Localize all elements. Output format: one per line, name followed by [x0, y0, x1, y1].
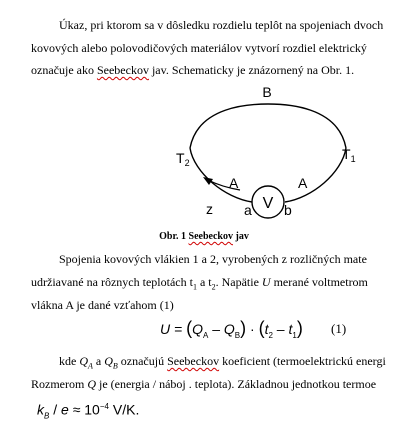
qa-symbol: Q — [79, 354, 88, 368]
eq-t2-sub: 2 — [268, 330, 273, 340]
subscript: 1 — [192, 282, 197, 292]
voltage-symbol: U — [261, 275, 271, 289]
eq-qb: Q — [223, 321, 235, 337]
caption-suffix: jav — [232, 231, 249, 242]
text: je (energia / náboj . teplota). Základnou jednotkou termoe — [96, 377, 377, 391]
label-b-node: b — [284, 202, 292, 218]
text: Rozmerom — [31, 377, 88, 391]
text: merané voltmetrom — [270, 275, 368, 289]
eq-t2: t — [264, 321, 269, 337]
eq-minus: – — [272, 321, 289, 337]
paragraph3-line1 — [59, 354, 386, 373]
subscript: B — [112, 361, 118, 371]
eq-number: (1) — [331, 321, 347, 336]
eq-minus: – — [208, 321, 224, 337]
text: koeficient (termoelektrickú energi — [219, 354, 386, 368]
wire-a-right — [285, 148, 346, 202]
figure-caption — [0, 231, 408, 243]
eq-lhs: U = — [160, 321, 187, 337]
paragraph1-line1 — [59, 18, 383, 32]
label-a-node: a — [244, 202, 252, 218]
text: a — [92, 354, 105, 368]
wire-b — [190, 104, 346, 148]
paragraph1-line2 — [31, 41, 367, 55]
text: označujú — [117, 354, 168, 368]
text: kde — [59, 354, 80, 368]
label-a-left: A — [229, 175, 239, 191]
caption-seebeck: Seebeckov — [188, 231, 233, 242]
label-b: B — [262, 84, 272, 100]
subscript: 2 — [211, 282, 216, 292]
subscript: B — [44, 411, 50, 421]
eq-qb-sub: B — [234, 330, 241, 340]
eq-t1: t — [288, 321, 293, 337]
caption-prefix: Obr. 1 — [159, 231, 189, 242]
text: udržiavané na rôznych teplotách t — [31, 275, 193, 289]
eq-dot: · — [246, 321, 259, 337]
text: ≈ 10 — [68, 401, 100, 418]
eq-paren: ) — [296, 318, 303, 338]
text: / — [49, 401, 62, 418]
equation-1 — [160, 320, 303, 344]
eq-t1-sub: 1 — [292, 330, 297, 340]
arrow-head — [203, 177, 213, 185]
equation-number — [331, 322, 346, 336]
eq-qa: Q — [192, 321, 203, 337]
paragraph3-line2 — [31, 377, 376, 391]
paragraph1-line3 — [31, 63, 354, 77]
q-symbol: Q — [87, 377, 96, 391]
voltmeter-label: V — [262, 195, 274, 212]
paragraph2-line2 — [31, 275, 368, 294]
label-z: z — [206, 201, 213, 217]
text: Spojenia kovových vlákien 1 a 2, vyrobených z rozličných mate — [59, 252, 367, 266]
label-a-right: A — [298, 175, 308, 191]
eq-paren: ( — [258, 318, 265, 338]
paragraph2-line1 — [59, 252, 367, 266]
text: vlákna A je dané vzťahom (1) — [31, 298, 174, 312]
text: označuje ako — [31, 63, 97, 77]
seebeck-diagram — [0, 78, 408, 228]
text: kovových alebo polovodičových materiálov vytvorí rozdiel elektrický — [31, 41, 367, 55]
text: a t — [196, 275, 212, 289]
paragraph3-line3 — [37, 399, 139, 424]
k-symbol: k — [37, 401, 44, 418]
seebeck-word: Seebeckov — [167, 354, 220, 368]
text: V/K. — [108, 401, 140, 418]
text: jav. Schematicky je znázornený na Obr. 1. — [148, 63, 355, 77]
text: . Napätie — [215, 275, 262, 289]
qb-symbol: Q — [104, 354, 113, 368]
e-symbol: e — [61, 401, 69, 418]
superscript: −4 — [99, 402, 109, 411]
subscript: A — [88, 361, 93, 371]
eq-paren: ( — [186, 318, 193, 338]
eq-paren: ) — [240, 318, 247, 338]
eq-qa-sub: A — [202, 330, 209, 340]
text: Úkaz, pri ktorom sa v dôsledku rozdielu teplôt na spojeniach dvoch — [59, 18, 384, 32]
label-t1: $T_1$ — [342, 146, 356, 164]
seebeck-word: Seebeckov — [96, 63, 149, 77]
paragraph2-line3 — [31, 298, 174, 312]
label-t2: $T_2$ — [176, 150, 190, 168]
wire-a-left — [190, 148, 252, 202]
